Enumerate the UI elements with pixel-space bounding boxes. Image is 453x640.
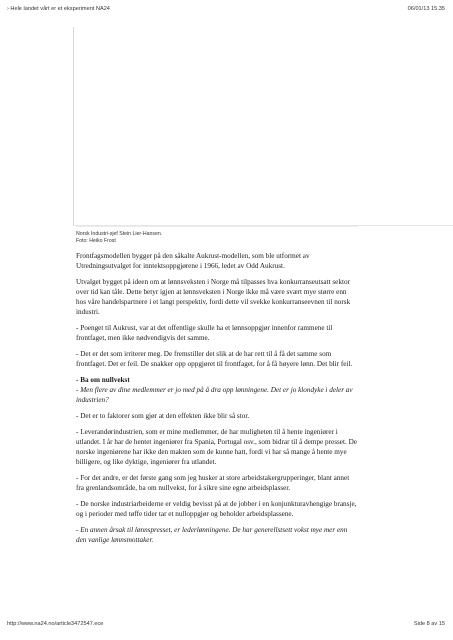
divider	[76, 226, 358, 227]
subheading: - Ba om nullvekst	[76, 376, 130, 384]
paragraph: Frontfagsmodellen bygger på den såkalte Aukrust-modellen, som ble utformet av Utredningsutvalget for inntektsoppgjørene i 1966, ledet av Odd Aukrust.	[76, 252, 310, 270]
photo-caption-line: Norsk Industri-sjef Stein Lier-Hansen.	[76, 231, 163, 237]
page-title: › Hele landet vårt er et eksperiment NA24	[7, 6, 110, 12]
interview-question: - Men flere av dine medlemmer er jo med på å dra opp lønningene. Det er jo klondyke i deler av industrien?	[76, 386, 353, 404]
paragraph: - De norske industriarbeiderne er veldig bevisst på at de jobber i en konjunkturavhengige bransje, og i perioder med tøffe tider tar et nulloppgjør og beholder arbeidsplassene.	[76, 500, 357, 518]
article-photo	[73, 27, 453, 226]
photo-caption	[76, 231, 336, 245]
article-body	[76, 251, 358, 549]
paragraph: - Poenget til Aukrust, var at det offentlige skulle ha et lønnsoppgjør innenfor rammene til frontfaget, men ikke nødvendigvis det samme.	[76, 324, 333, 342]
paragraph: Utvalget bygget på ideen om at lønnsveksten i Norge må tilpasses hva konkurranseutsatt sektor over tid kan tåle. Dette betyr igjen at lønnsveksten i Norge ikke må være svært mye større enn hos våre handelspartnere i et langt perspektiv, fordi dette vil svekke konkurranseevnen til norsk industri.	[76, 278, 351, 316]
paragraph: - Det er to faktorer som gjør at den effekten ikke blir så stor.	[76, 412, 250, 420]
print-header	[7, 6, 445, 18]
paragraph: - For det andre, er det første gang som jeg husker at store arbeidstakergrupperinger, blant annet fra grenlandsområde, ba om nullvekst, for å sikre sine egne arbeidsplasser.	[76, 474, 350, 492]
print-datetime: 06/01/13 15.35	[407, 6, 445, 12]
paragraph: - Det er det som irriterer meg. De fremstiller det slik at de har rett til å få det samme som frontfaget. Det er feil. De snakker opp oppgjøret til frontfaget, for å få høyere lønn. Det blir feil.	[76, 350, 353, 368]
print-footer	[7, 621, 445, 631]
page-number: Side 8 av 15	[413, 621, 445, 627]
photo-credit: Foto: Heiko Frost	[76, 238, 116, 244]
interview-question: - En annen årsak til lønnspresset, er lederlønningene. De har generellstsett vokst mye mer enn den vanlige lønnsmottaker.	[76, 526, 348, 544]
page-url: http://www.na24.no/article3472547.ece	[7, 621, 104, 627]
paragraph: - Leverandørindustrien, som er mine medlemmer, de har muligheten til å hente ingeniører i utlandet. I år har de hentet ingeniører fra Spania, Portugal osv., som bidrar til å dempe presset. De norske ingeniørene har ikke den makten som de kunne hatt, fordi vi har så mange å hente mye billigere, og like dyktige, ingeniører fra utlandet.	[76, 428, 357, 466]
